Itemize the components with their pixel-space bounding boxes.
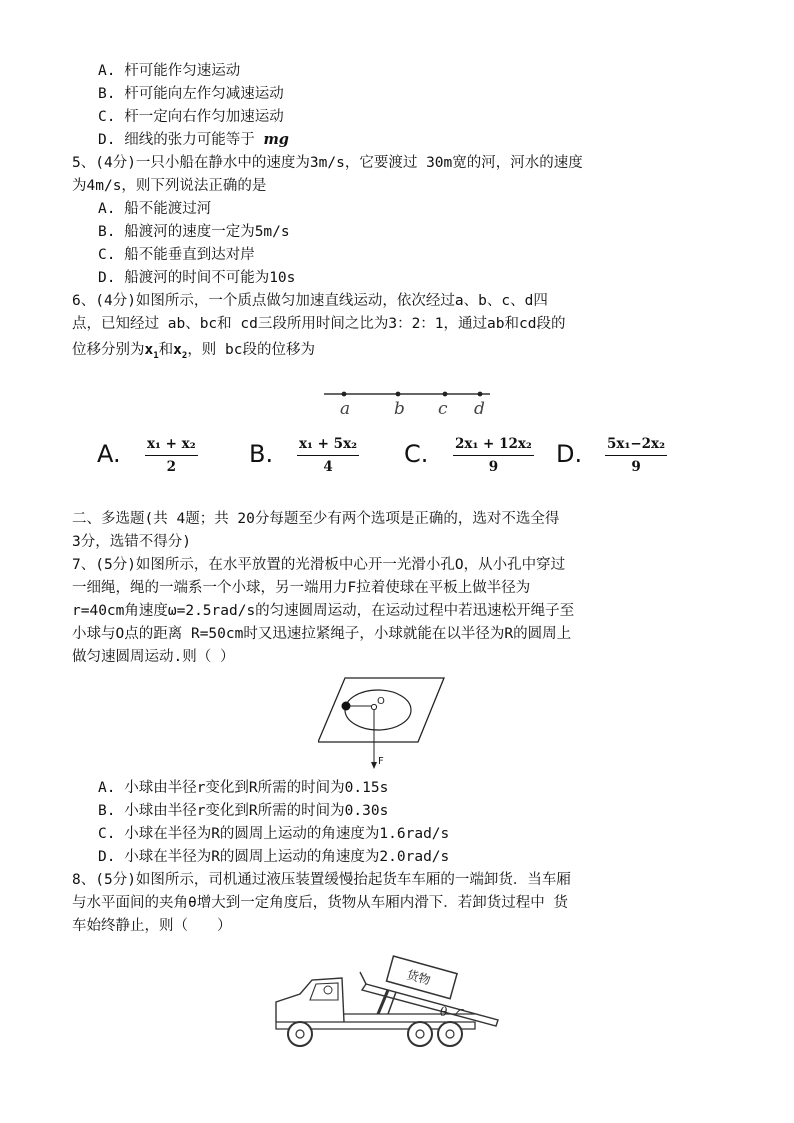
q8-stem-line-2: 与水平面间的夹角θ增大到一定角度后，货物从车厢内滑下．若卸货过程中 货 bbox=[72, 895, 568, 911]
q5-option-b: B. 船渡河的速度一定为5m/s bbox=[98, 224, 290, 240]
q7-stem-line-2: 一细绳，绳的一端系一个小球，另一端用力F拉着使球在平板上做半径为 bbox=[72, 580, 531, 596]
q6-label-c: c bbox=[438, 399, 448, 419]
q6-choices bbox=[0, 430, 794, 490]
q8-wheel-front bbox=[288, 1022, 312, 1046]
q7-stem-line-5: 做匀速圆周运动.则（ ） bbox=[72, 649, 235, 665]
q8-stem-line-3: 车始终静止，则（ ） bbox=[72, 918, 232, 934]
q6-point-d bbox=[478, 392, 483, 397]
q8-hydraulic-1 bbox=[378, 990, 388, 1014]
q4-option-a: A. 杆可能作匀速运动 bbox=[98, 63, 241, 79]
q7-label-f: F bbox=[378, 756, 384, 767]
q6-label-a: a bbox=[340, 399, 351, 419]
q6-stem-line-1: 6、(4分)如图所示，一个质点做匀加速直线运动，依次经过a、b、c、d四 bbox=[72, 293, 548, 309]
section2-header-line-2: 3分，选错不得分) bbox=[72, 534, 191, 550]
q8-bed-front-wall bbox=[360, 972, 366, 984]
q6-point-c bbox=[443, 392, 448, 397]
q6-x2: x bbox=[173, 342, 182, 358]
q6-motion-diagram bbox=[318, 384, 498, 420]
q4-option-c: C. 杆一定向右作匀加速运动 bbox=[98, 109, 284, 125]
q8-cargo-label: 货物 bbox=[405, 967, 433, 988]
q7-hole bbox=[371, 704, 376, 709]
q6-choice-a-fraction bbox=[145, 436, 198, 475]
q7-stem-line-3: r=40cm角速度ω=2.5rad/s的匀速圆周运动，在运动过程中若迅速松开绳子至 bbox=[72, 603, 575, 619]
q6-label-b: b bbox=[394, 399, 405, 419]
q7-stem-line-4: 小球与O点的距离 R=50cm时又迅速拉紧绳子，小球就能在以半径为R的圆周上 bbox=[72, 626, 572, 642]
q8-stem-line-1: 8、(5分)如图所示，司机通过液压装置缓慢抬起货车车厢的一端卸货．当车厢 bbox=[72, 872, 571, 888]
q4-option-b: B. 杆可能向左作匀减速运动 bbox=[98, 86, 284, 102]
q5-option-c: C. 船不能垂直到达对岸 bbox=[98, 247, 255, 263]
q7-option-c: C. 小球在半径为R的圆周上运动的角速度为1.6rad/s bbox=[98, 826, 450, 842]
q8-wheel-rear-2 bbox=[438, 1022, 462, 1046]
q7-label-o: O bbox=[377, 696, 385, 707]
q6-stem-line-3-b: 和 bbox=[158, 342, 174, 358]
q7-ball bbox=[342, 702, 351, 711]
q6-choice-a-letter: A. bbox=[97, 440, 121, 468]
q7-plate-diagram bbox=[318, 676, 458, 772]
q4-option-d bbox=[98, 130, 289, 150]
q6-choice-b-den: 4 bbox=[323, 459, 333, 475]
q6-x1: x bbox=[144, 342, 154, 358]
q6-x1-sub: 1 bbox=[153, 350, 159, 361]
q6-choice-c-fraction bbox=[453, 436, 534, 475]
q8-wheel-rear-1 bbox=[408, 1022, 432, 1046]
q5-option-a: A. 船不能渡过河 bbox=[98, 201, 212, 217]
q6-choice-b-letter: B. bbox=[249, 440, 274, 468]
q7-option-d: D. 小球在半径为R的圆周上运动的角速度为2.0rad/s bbox=[98, 849, 450, 865]
q6-choice-c-letter: C. bbox=[404, 440, 429, 468]
q7-plate bbox=[318, 678, 444, 742]
q6-choice-b-num: x₁ + 5x₂ bbox=[297, 436, 359, 456]
q7-stem-line-1: 7、(5分)如图所示，在水平放置的光滑板中心开一光滑小孔O，从小孔中穿过 bbox=[72, 557, 566, 573]
q7-option-b: B. 小球由半径r变化到R所需的时间为0.30s bbox=[98, 803, 389, 819]
q6-choice-d-den: 9 bbox=[631, 459, 641, 475]
q5-stem-line-2: 为4m/s，则下列说法正确的是 bbox=[72, 178, 267, 194]
q6-choice-d-letter: D. bbox=[556, 440, 583, 468]
q6-choice-a-den: 2 bbox=[166, 459, 177, 475]
q6-choice-c-den: 9 bbox=[488, 459, 499, 475]
q8-driver-head bbox=[324, 986, 332, 994]
q8-truck-diagram bbox=[270, 950, 502, 1050]
q4-option-d-math: mg bbox=[263, 131, 289, 148]
q5-option-d: D. 船渡河的时间不可能为10s bbox=[98, 270, 296, 286]
q6-choice-c-num: 2x₁ + 12x₂ bbox=[453, 436, 534, 456]
q6-label-d: d bbox=[474, 399, 485, 419]
q6-choice-d-num: 5x₁−2x₂ bbox=[605, 436, 667, 456]
q6-stem-line-3-c: ，则 bc段的位移为 bbox=[187, 342, 316, 358]
q6-point-a bbox=[342, 392, 347, 397]
q6-choice-d-fraction bbox=[605, 436, 667, 475]
q4-option-d-text: D. 细线的张力可能等于 bbox=[98, 132, 255, 148]
q6-stem-line-2: 点，已知经过 ab、bc和 cd三段所用时间之比为3：2：1，通过ab和cd段的 bbox=[72, 316, 566, 332]
q7-option-a: A. 小球由半径r变化到R所需的时间为0.15s bbox=[98, 780, 389, 796]
q6-choice-b-fraction bbox=[297, 436, 359, 475]
q8-theta-label: θ bbox=[440, 1005, 448, 1019]
section2-header-line-1: 二、多选题(共 4题；共 20分每题至少有两个选项是正确的，选对不选全得 bbox=[72, 511, 560, 527]
q8-hydraulic-2 bbox=[388, 992, 396, 1014]
q7-force-arrow bbox=[371, 762, 377, 769]
q6-point-b bbox=[396, 392, 401, 397]
q5-stem-line-1: 5、(4分)一只小船在静水中的速度为3m/s，它要渡过 30m宽的河，河水的速度 bbox=[72, 155, 583, 171]
q6-stem-line-3 bbox=[72, 340, 315, 366]
q6-stem-line-3-a: 位移分别为 bbox=[72, 342, 145, 358]
q6-choice-a-num: x₁ + x₂ bbox=[145, 436, 198, 456]
q6-x2-sub: 2 bbox=[181, 350, 188, 361]
